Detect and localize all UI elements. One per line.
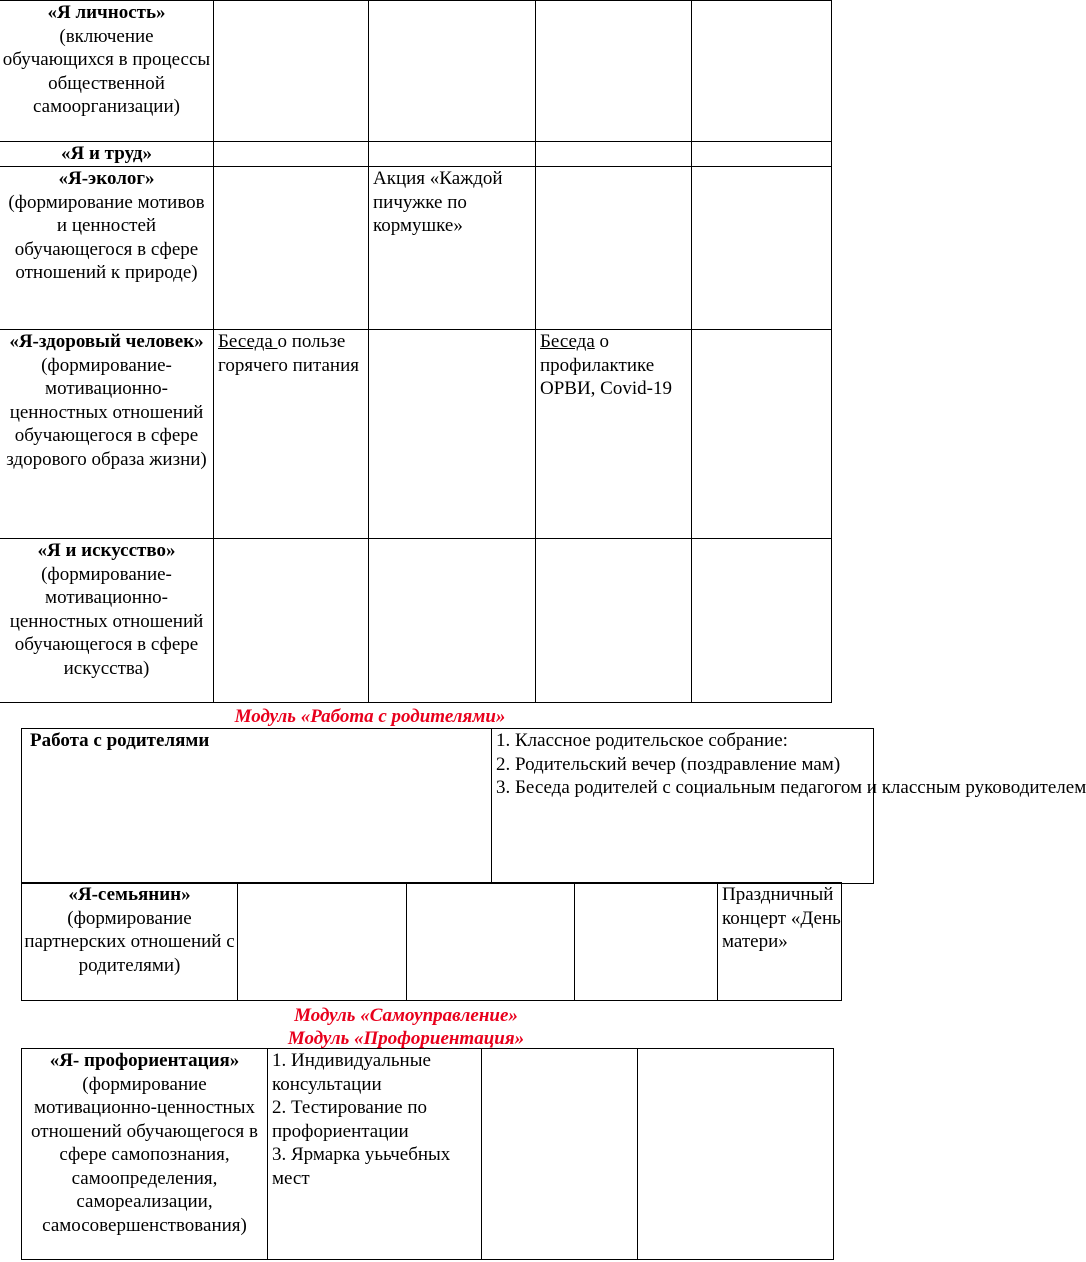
row-description: (включение обучающихся в процессы общественной самоорганизации) <box>2 25 211 117</box>
row-description: (формирование партнерских отношений с родителями) <box>24 907 235 976</box>
table-row <box>0 330 832 539</box>
table-cell <box>214 142 369 167</box>
row-label <box>22 729 492 884</box>
module-heading-parents: Модуль «Работа с родителями» <box>234 706 506 727</box>
row-title: «Я и искусство» <box>37 540 176 561</box>
row-title: Работа с родителями <box>30 730 210 751</box>
underlined-text: Беседа <box>218 331 278 352</box>
table-row <box>0 142 832 167</box>
list-item: 1. Классное родительское собрание: <box>496 730 788 751</box>
row-title: «Я- профориентация» <box>49 1050 240 1071</box>
table-cell <box>536 142 692 167</box>
table-cell <box>214 539 369 703</box>
table-cell <box>638 1049 834 1260</box>
table-cell <box>536 167 692 330</box>
table-cell <box>407 883 575 1001</box>
module-heading-career: Модуль «Профориентация» <box>287 1028 525 1049</box>
table-cell <box>369 330 536 539</box>
table-cell <box>268 1049 482 1260</box>
table-cell <box>482 1049 638 1260</box>
row-title: «Я личность» <box>47 2 166 23</box>
table-cell <box>214 1 369 142</box>
row-label <box>0 167 214 330</box>
underlined-text: Беседа <box>540 331 595 352</box>
table-cell <box>214 330 369 539</box>
row-description: (формирование-мотивационно-ценностных отношений обучающегося в сфере здорового образа жизни) <box>6 354 207 470</box>
table-cell <box>718 883 842 1001</box>
table-cell <box>369 539 536 703</box>
table-cell <box>692 330 832 539</box>
table-cell <box>214 167 369 330</box>
cell-text: о профилактике ОРВИ, Covid-19 <box>540 331 672 399</box>
cell-text: Праздничный концерт «День матери» <box>722 884 841 952</box>
table-cell <box>369 167 536 330</box>
activities-table <box>0 0 832 703</box>
row-label <box>0 1 214 142</box>
row-description: (формирование мотивационно-ценностных отношений обучающегося в сфере самопознания, самоопределения, самореализации, самосовершенствования) <box>31 1073 258 1236</box>
row-title: «Я-эколог» <box>58 168 155 189</box>
table-cell <box>692 539 832 703</box>
row-label <box>22 883 238 1001</box>
table-cell <box>536 539 692 703</box>
list-item: 2. Тестирование по профориентации <box>272 1097 428 1142</box>
row-label <box>0 330 214 539</box>
module-heading-self-government: Модуль «Самоуправление» <box>294 1005 518 1026</box>
table-cell <box>369 142 536 167</box>
cell-text: о пользе горячего питания <box>218 331 359 376</box>
table-row <box>0 1 832 142</box>
row-label <box>0 539 214 703</box>
list-item: 3. Ярмарка уььчебных мест <box>272 1144 451 1189</box>
table-cell <box>492 729 1086 884</box>
career-table <box>0 1048 834 1260</box>
list-item: 1. Индивидуальные консультации <box>272 1050 431 1095</box>
row-title: «Я-семьянин» <box>68 884 191 905</box>
list-item: 2. Родительский вечер (поздравление мам) <box>496 753 841 775</box>
family-table <box>0 882 842 1001</box>
parents-table <box>0 728 1086 884</box>
row-label <box>0 142 214 167</box>
table-cell <box>692 167 832 330</box>
row-label <box>22 1049 268 1260</box>
table-row <box>0 167 832 330</box>
row-description: (формирование мотивов и ценностей обучающегося в сфере отношений к природе) <box>8 191 205 283</box>
cell-text: Акция «Каждой пичужке по кормушке» <box>373 168 503 236</box>
table-cell <box>575 883 718 1001</box>
row-title: «Я-здоровый человек» <box>9 331 204 352</box>
table-cell <box>369 1 536 142</box>
table-cell <box>536 1 692 142</box>
table-row <box>0 539 832 703</box>
row-title: «Я и труд» <box>61 143 152 164</box>
table-row <box>22 729 874 884</box>
table-row <box>22 1049 834 1260</box>
row-description: (формирование-мотивационно-ценностных отношений обучающегося в сфере искусства) <box>9 563 204 679</box>
table-cell <box>536 330 692 539</box>
list-item: 3. Беседа родителей с социальным педагогом и классным руководителем <box>496 777 1086 798</box>
table-row <box>22 883 842 1001</box>
table-cell <box>692 1 832 142</box>
table-cell <box>238 883 407 1001</box>
table-cell <box>692 142 832 167</box>
